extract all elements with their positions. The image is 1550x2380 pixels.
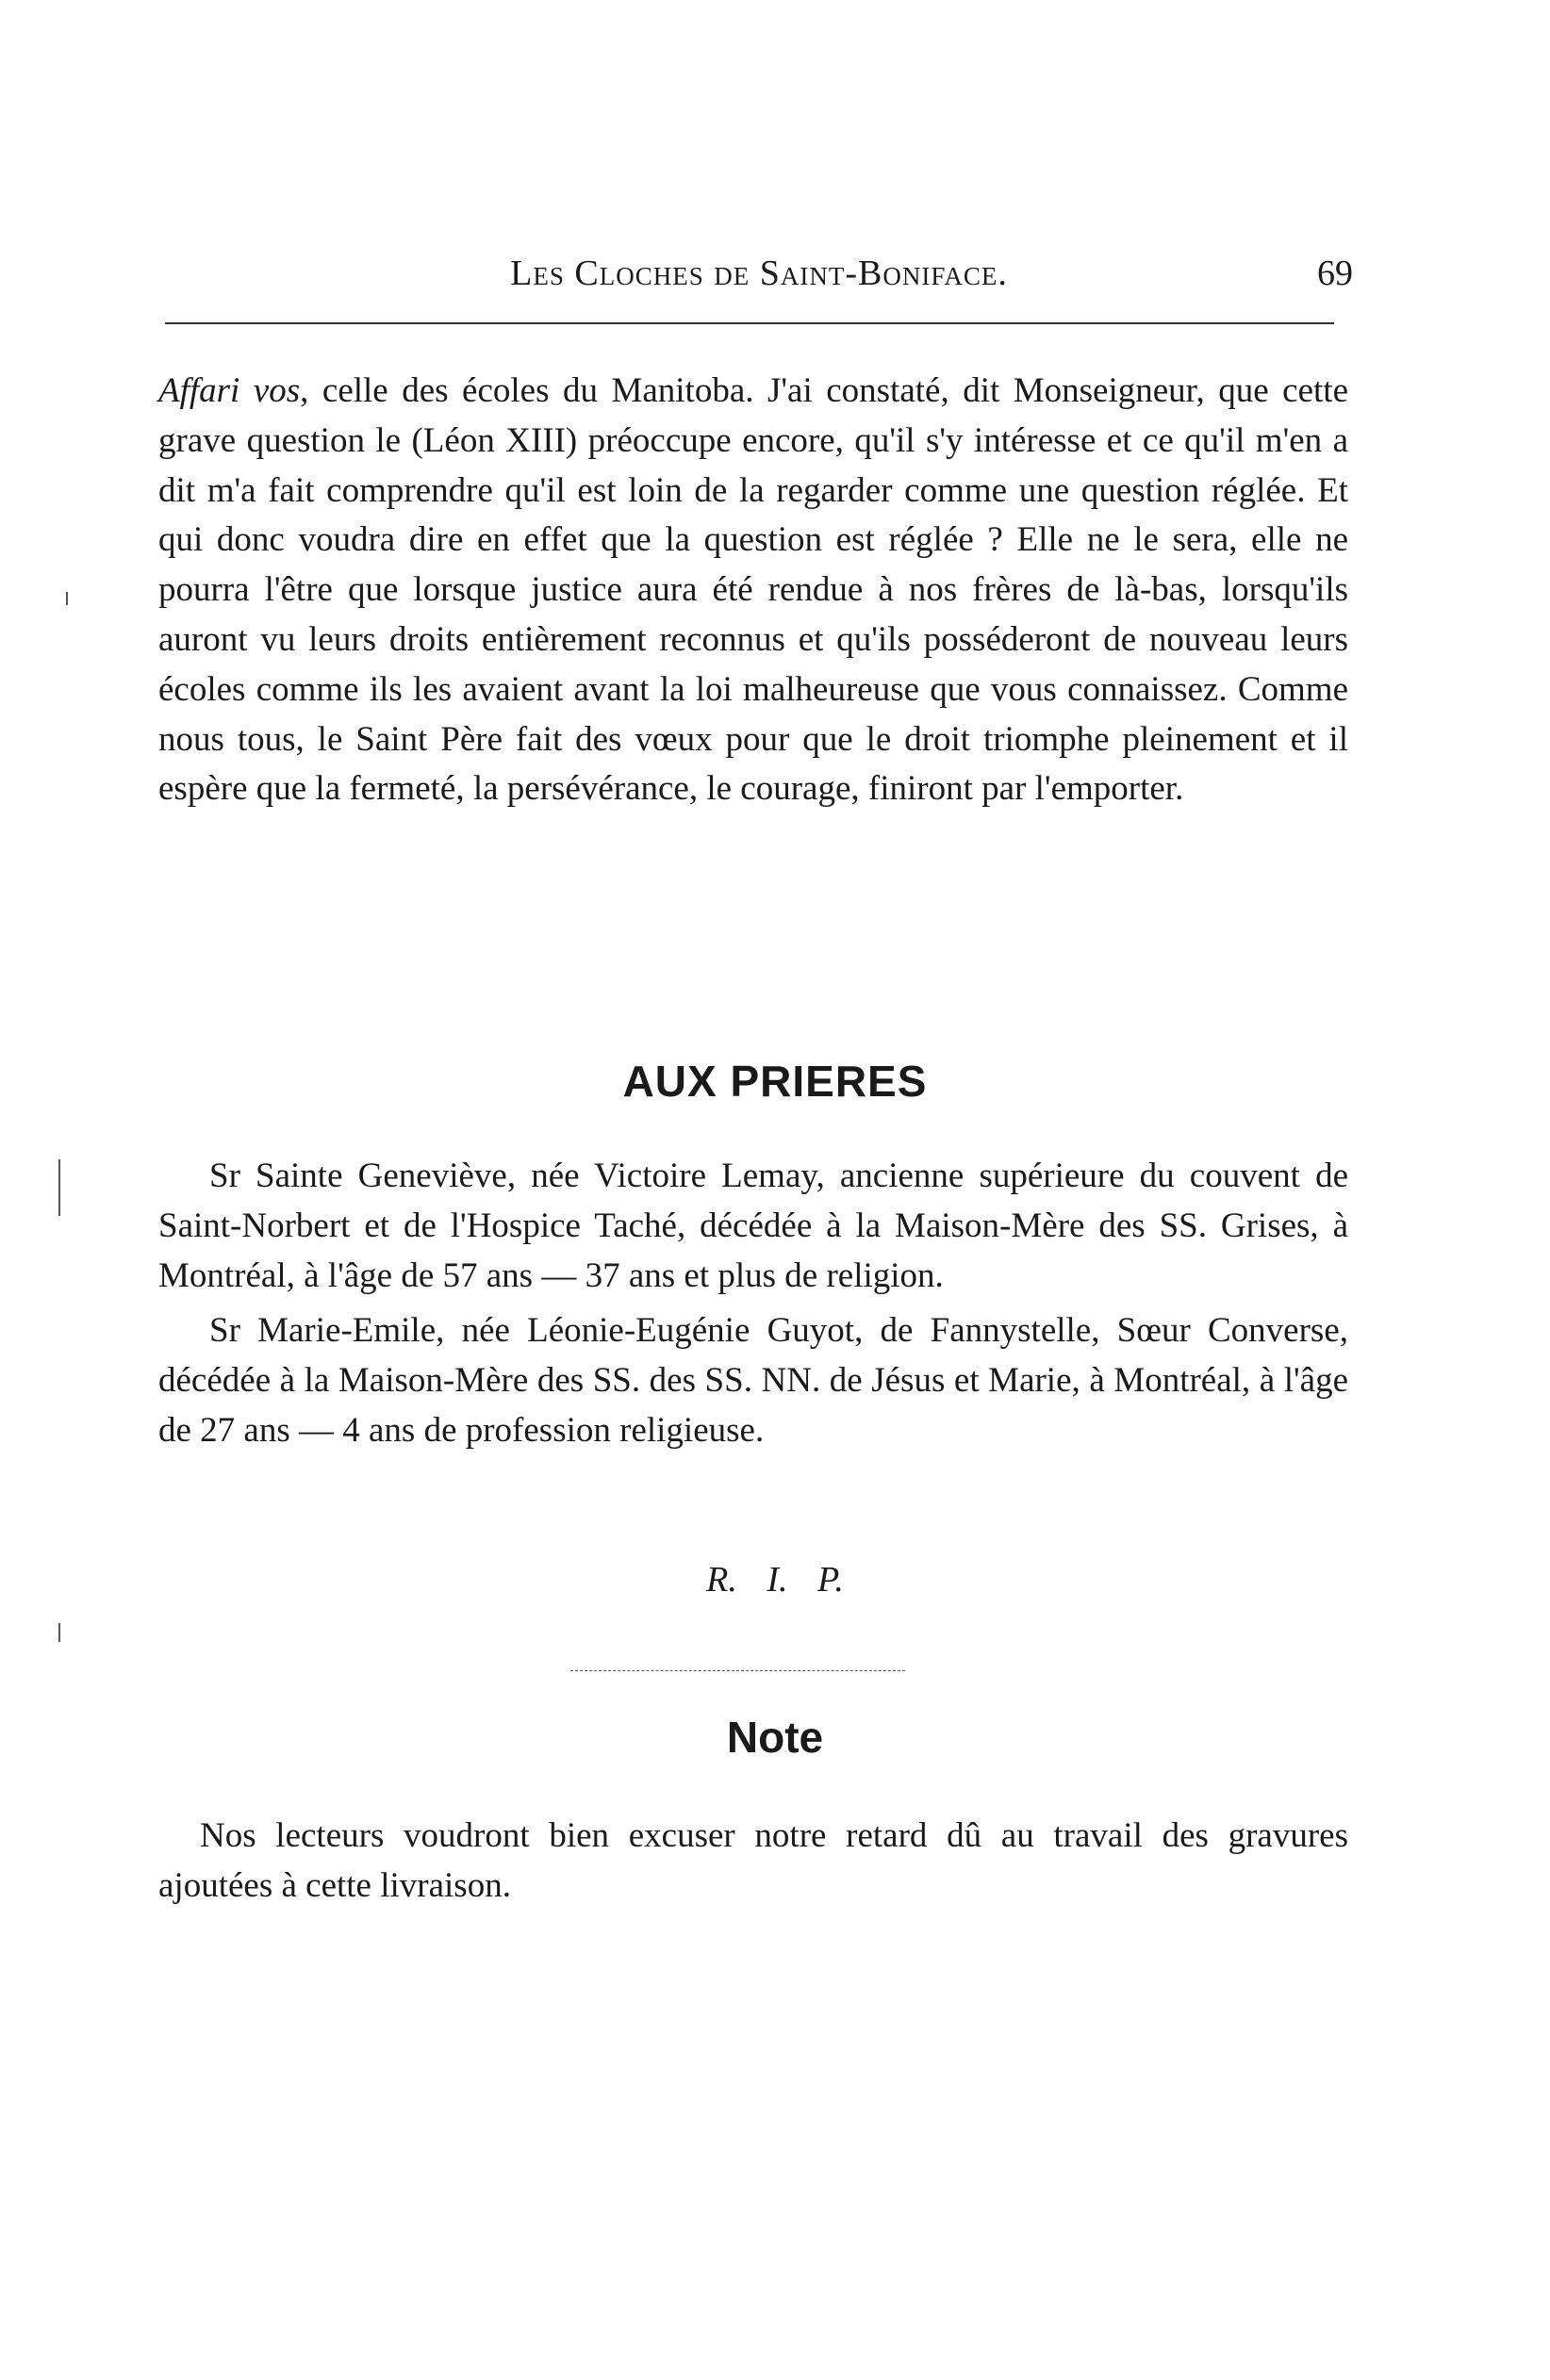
- section-heading-note: Note: [726, 1713, 824, 1762]
- intro-lead-italic: Affari vos: [158, 371, 301, 410]
- obituary-list: [158, 1152, 1348, 1456]
- margin-mark: [66, 592, 68, 605]
- header-rule: [165, 322, 1334, 324]
- intro-body: , celle des écoles du Manitoba. J'ai constaté, dit Monseigneur, que cette grave question le (Léon XIII) préoccupe encore, qu'il s'y intéresse et ce qu'il m'en a dit m'a fait comprendre qu'il est loin de la regarder comme une question réglée. Et qui donc voudra dire en effet que la question est réglée ? Elle ne le sera, elle ne pourra l'être que lorsque justice aura été rendue à nos frères de là-bas, lorsqu'ils auront vu leurs droits entièrement reconnus et qu'ils posséderont de nouveau leurs écoles comme ils les avaient avant la loi malheureuse que vous connaissez. Comme nous tous, le Saint Père fait des vœux pour que le droit triomphe pleinement et il espère que la fermeté, la persévérance, le courage, finiront par l'emporter.: [158, 371, 1348, 809]
- obituary-entry-1: Sr Sainte Geneviève, née Victoire Lemay, ancienne supérieure du couvent de Saint-Norbert et de l'Hospice Taché, décédée à la Maison-Mère des SS. Grises, à Montréal, à l'âge de 57 ans — 37 ans et plus de religion.: [158, 1157, 1348, 1295]
- page-number: 69: [1317, 254, 1353, 293]
- margin-mark: [58, 1159, 60, 1216]
- intro-paragraph: [158, 367, 1348, 814]
- obituary-entry-2: Sr Marie-Emile, née Léonie-Eugénie Guyot, de Fannystelle, Sœur Converse, décédée à la Maison-Mère des SS. des SS. NN. de Jésus et Marie, à Montréal, à l'âge de 27 ans — 4 ans de profession religieuse.: [158, 1311, 1348, 1450]
- margin-mark: [58, 1623, 60, 1642]
- running-title: Les Cloches de Saint-Boniface.: [510, 254, 1008, 293]
- intro-text: [158, 367, 1348, 814]
- note-paragraph: [158, 1812, 1348, 1912]
- section-heading-prieres: AUX PRIERES: [622, 1057, 928, 1106]
- running-head: [165, 253, 1353, 300]
- section-divider: [570, 1670, 905, 1671]
- rip-closing: R. I. P.: [706, 1560, 844, 1600]
- note-text: Nos lecteurs voudront bien excuser notre retard dû au travail des gravures ajoutées à cette livraison.: [158, 1816, 1348, 1905]
